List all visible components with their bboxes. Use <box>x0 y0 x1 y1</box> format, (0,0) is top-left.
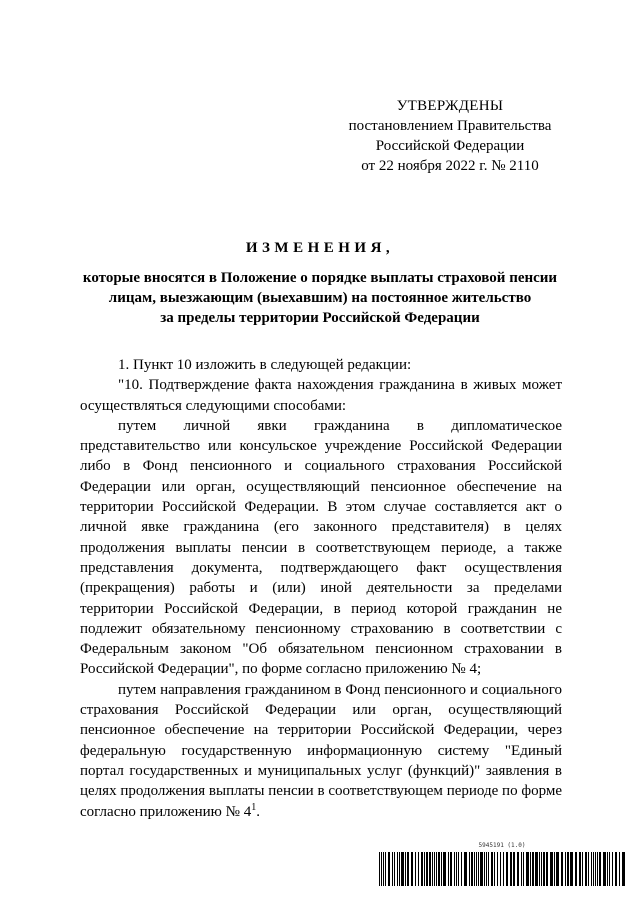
barcode-bar <box>513 852 515 886</box>
barcode-image <box>378 852 626 886</box>
approval-line-2: Российской Федерации <box>375 138 525 154</box>
barcode-bar <box>532 852 534 886</box>
barcode-bar <box>526 852 529 886</box>
paragraph-4 <box>80 680 562 822</box>
barcode-bar <box>503 852 504 886</box>
paragraph-4-superscript: 1 <box>251 801 257 813</box>
barcode-bar <box>385 852 386 886</box>
barcode-bar <box>381 852 382 886</box>
barcode-bar <box>593 852 594 886</box>
barcode-bar <box>407 852 409 886</box>
barcode-bar <box>458 852 459 886</box>
barcode-bar <box>539 852 540 886</box>
barcode-bar <box>471 852 473 886</box>
barcode-block <box>378 842 626 886</box>
barcode-bar <box>521 852 522 886</box>
barcode-bar <box>619 852 620 886</box>
barcode-bar <box>405 852 406 886</box>
barcode-bar <box>438 852 440 886</box>
approval-line-1: постановлением Правительства <box>348 118 552 134</box>
barcode-bar <box>588 852 589 886</box>
barcode-bar <box>464 852 467 886</box>
barcode-bar <box>441 852 442 886</box>
barcode-bar <box>565 852 566 886</box>
paragraph-4-text: путем направления гражданином в Фонд пенсионного и социального страхования Российской Федерации или орган, осуществляющий пенсионное обеспечение на территории Российской Федерации, через федеральную государственную информационную систему "Единый портал государственных и муниципальных услуг (функций)" заявления в целях продолжения выплаты пенсии в соответствующем периоде по форме согласно приложению № 4 <box>80 681 562 820</box>
barcode-bar <box>454 852 455 886</box>
barcode-bar <box>570 852 573 886</box>
barcode-bar <box>424 852 425 886</box>
barcode-bar <box>488 852 489 886</box>
barcode-bar <box>418 852 419 886</box>
barcode-bar <box>443 852 446 886</box>
barcode-bar <box>609 852 610 886</box>
barcode-bar <box>421 852 423 886</box>
barcode-bar <box>561 852 563 886</box>
barcode-bar <box>480 852 483 886</box>
barcode-bar <box>448 852 449 886</box>
barcode-bar <box>597 852 598 886</box>
barcode-bar <box>474 852 475 886</box>
barcode-bar <box>388 852 390 886</box>
barcode-bar <box>510 852 512 886</box>
barcode-bar <box>567 852 569 886</box>
subtitle-line-1: которые вносятся в Положение о порядке выплаты страховой пенсии <box>82 270 558 286</box>
barcode-bar <box>506 852 508 886</box>
barcode-bar <box>486 852 487 886</box>
barcode-bar <box>379 852 380 886</box>
barcode-bar <box>450 852 452 886</box>
barcode-bar <box>401 852 404 886</box>
barcode-bar <box>523 852 524 886</box>
barcode-bar <box>484 852 485 886</box>
subtitle-line-2: лицам, выезжающим (выехавшим) на постоянное жительство <box>108 290 532 306</box>
document-subtitle <box>60 268 580 328</box>
barcode-bar <box>469 852 470 886</box>
barcode-bar <box>615 852 617 886</box>
barcode-bar <box>530 852 531 886</box>
barcode-bar <box>575 852 577 886</box>
barcode-bar <box>436 852 437 886</box>
barcode-bar <box>550 852 553 886</box>
barcode-bar <box>478 852 479 886</box>
barcode-bar <box>394 852 395 886</box>
barcode-bar <box>415 852 416 886</box>
barcode-bar <box>585 852 587 886</box>
barcode-bar <box>399 852 400 886</box>
barcode-bar <box>556 852 559 886</box>
barcode-bar <box>612 852 613 886</box>
barcode-bar <box>432 852 433 886</box>
barcode-bar <box>582 852 583 886</box>
barcode-bar <box>461 852 462 886</box>
barcode-bar <box>603 852 606 886</box>
barcode-bar <box>500 852 501 886</box>
approval-heading: УТВЕРЖДЕНЫ <box>396 98 504 114</box>
paragraph-1: 1. Пункт 10 изложить в следующей редакции: <box>118 357 412 373</box>
approval-line-3: от 22 ноября 2022 г. № 2110 <box>361 158 539 174</box>
paragraph-4-end: . <box>256 803 260 820</box>
barcode-bar <box>546 852 548 886</box>
barcode-bar <box>543 852 545 886</box>
barcode-bar <box>476 852 477 886</box>
barcode-label: 5945191 (1.0) <box>478 842 526 849</box>
document-title: ИЗМЕНЕНИЯ, <box>245 240 395 256</box>
document-body <box>80 355 562 822</box>
barcode-bar <box>535 852 538 886</box>
barcode-bar <box>392 852 393 886</box>
barcode-bar <box>426 852 428 886</box>
barcode-bar <box>456 852 457 886</box>
approval-block <box>330 96 570 176</box>
barcode-bar <box>541 852 542 886</box>
subtitle-line-3: за пределы территории Российской Федерации <box>160 310 480 326</box>
barcode-bar <box>429 852 431 886</box>
barcode-bar <box>411 852 413 886</box>
barcode-bar <box>397 852 398 886</box>
barcode-bar <box>517 852 519 886</box>
barcode-bar <box>599 852 601 886</box>
barcode-bar <box>494 852 495 886</box>
barcode-bar <box>622 852 625 886</box>
barcode-bar <box>595 852 596 886</box>
paragraph-2: "10. Подтверждение факта нахождения гражданина в живых может осуществляться следующими способами: <box>80 377 562 414</box>
barcode-bar <box>497 852 498 886</box>
paragraph-3: путем личной явки гражданина в дипломатическое представительство или консульское учреждение Российской Федерации либо в Фонд пенсионного и социального страхования Российской Федерации или орган, осуществляющий пенсионное обеспечение на территории Российской Федерации. В этом случае составляется акт о личной явке гражданина (его законного представителя) в целях продолжения выплаты пенсии в соответствующем периоде, а также представления документа, подтверждающего факт осуществления (прекращения) работы и (или) иной деятельности за пределами территории Российской Федерации, в период которой гражданин не подлежит обязательному пенсионному страхованию в соответствии с Федеральным законом "Об обязательном пенсионном страховании в Российской Федерации", по форме согласно приложению № 4; <box>80 417 562 678</box>
barcode-bar <box>579 852 581 886</box>
barcode-bar <box>491 852 493 886</box>
barcode-bar <box>607 852 608 886</box>
barcode-bar <box>591 852 592 886</box>
barcode-bar <box>434 852 435 886</box>
barcode-bar <box>554 852 555 886</box>
barcode-bar <box>383 852 384 886</box>
